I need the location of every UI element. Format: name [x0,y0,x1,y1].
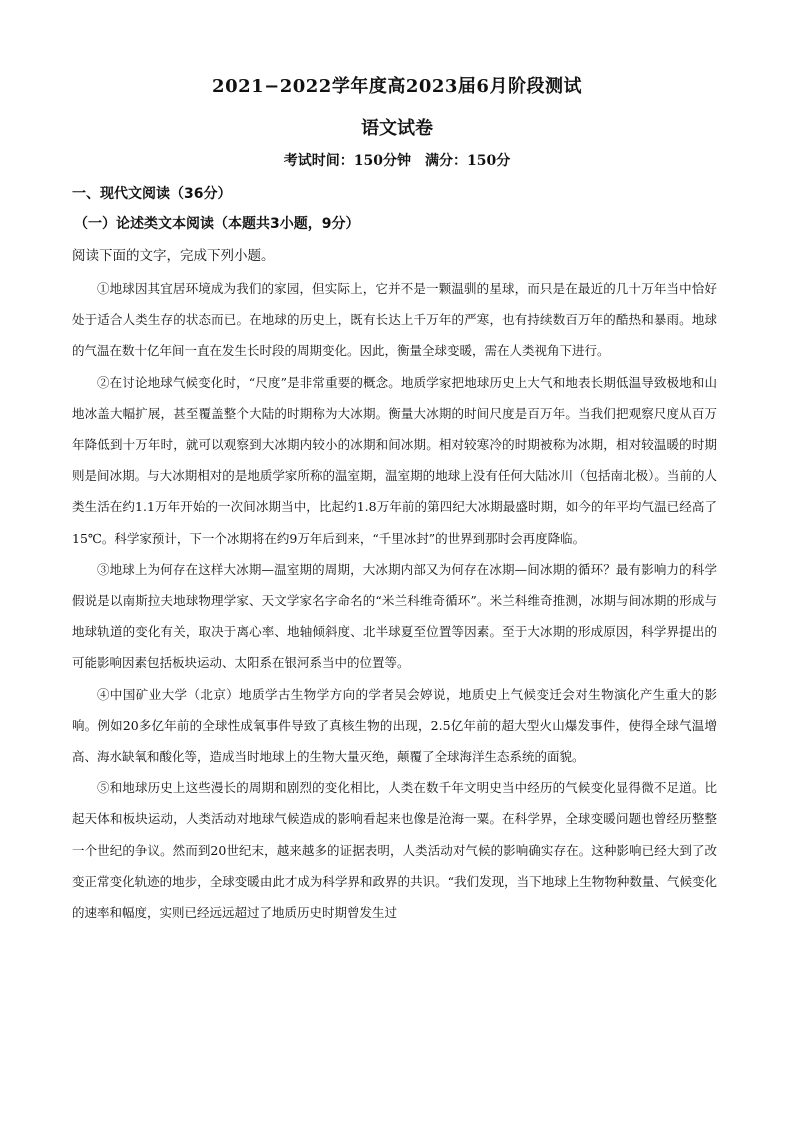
subsection-title: （一）论述类文本阅读（本题共3小题，9分） [74,216,360,232]
passage-paragraph-1: ①地球因其宜居环境成为我们的家园，但实际上，它并不是一颗温驯的星球，而只是在最近的几十万年当中恰好处于适合人类生存的状态而已。在地球的历史上，既有长达上千万年的严寒，也有持续数百万年的酷热和暴雨。地球的气温在数十亿年间一直在发生长时段的周期变化。因此，衡量全球变暖，需在人类视角下进行。 [72,281,717,359]
passage-paragraph-2: ②在讨论地球气候变化时，“尺度”是非常重要的概念。地质学家把地球历史上大气和地表长期低温导致极地和山地冰盖大幅扩展，甚至覆盖整个大陆的时期称为大冰期。衡量大冰期的时间尺度是百万年。当我们把观察尺度从百万年降低到十万年时，就可以观察到大冰期内较小的冰期和间冰期。相对较寒冷的时期被称为冰期，相对较温暖的时期则是间冰期。与大冰期相对的是地质学家所称的温室期，温室期的地球上没有任何大陆冰川（包括南北极）。当前的人类生活在约1.1万年开始的一次间冰期当中，比起约1.8万年前的第四纪大冰期最盛时期，如今的年平均气温已经高了15℃。科学家预计，下一个冰期将在约9万年后到来，“千里冰封”的世界到那时会再度降临。 [72,374,717,546]
passage-paragraph-3: ③地球上为何存在这样大冰期—温室期的周期，大冰期内部又为何存在冰期—间冰期的循环？最有影响力的科学假说是以南斯拉夫地球物理学家、天文学家名字命名的“米兰科维奇循环”。米兰科维奇推测，冰期与间冰期的形成与地球轨道的变化有关，取决于离心率、地轴倾斜度、北半球夏至位置等因素。至于大冰期的形成原因，科学界提出的可能影响因素包括板块运动、太阳系在银河系当中的位置等。 [72,561,717,671]
section-title: 一、现代文阅读（36分） [72,186,232,202]
reading-instruction: 阅读下面的文字，完成下列小题。 [72,248,275,264]
passage-paragraph-5: ⑤和地球历史上这些漫长的周期和剧烈的变化相比，人类在数千年文明史当中经历的气候变化显得微不足道。比起天体和板块运动，人类活动对地球气候造成的影响看起来也像是沧海一粟。在科学界，全球变暖问题也曾经历整整一个世纪的争议。然而到20世纪末，越来越多的证据表明，人类活动对气候的影响确实存在。这种影响已经大到了改变正常变化轨迹的地步，全球变暖由此才成为科学界和政界的共识。“我们发现，当下地球上生物物种数量、气候变化的速率和幅度，实则已经远远超过了地质历史时期曾发生过 [72,780,717,921]
reading-passage [72,273,717,928]
passage-paragraph-4: ④中国矿业大学（北京）地质学古生物学方向的学者吴会婷说，地质史上气候变迁会对生物演化产生重大的影响。例如20多亿年前的全球性成氧事件导致了真核生物的出现，2.5亿年前的超大型火山爆发事件，使得全球气温增高、海水缺氧和酸化等，造成当时地球上的生物大量灭绝，颠覆了全球海洋生态系统的面貌。 [72,686,717,765]
exam-subtitle: 语文试卷 [361,118,433,139]
exam-title: 2021−2022学年度高2023届6月阶段测试 [212,76,582,97]
exam-info: 考试时间：150分钟 满分：150分 [283,153,511,169]
